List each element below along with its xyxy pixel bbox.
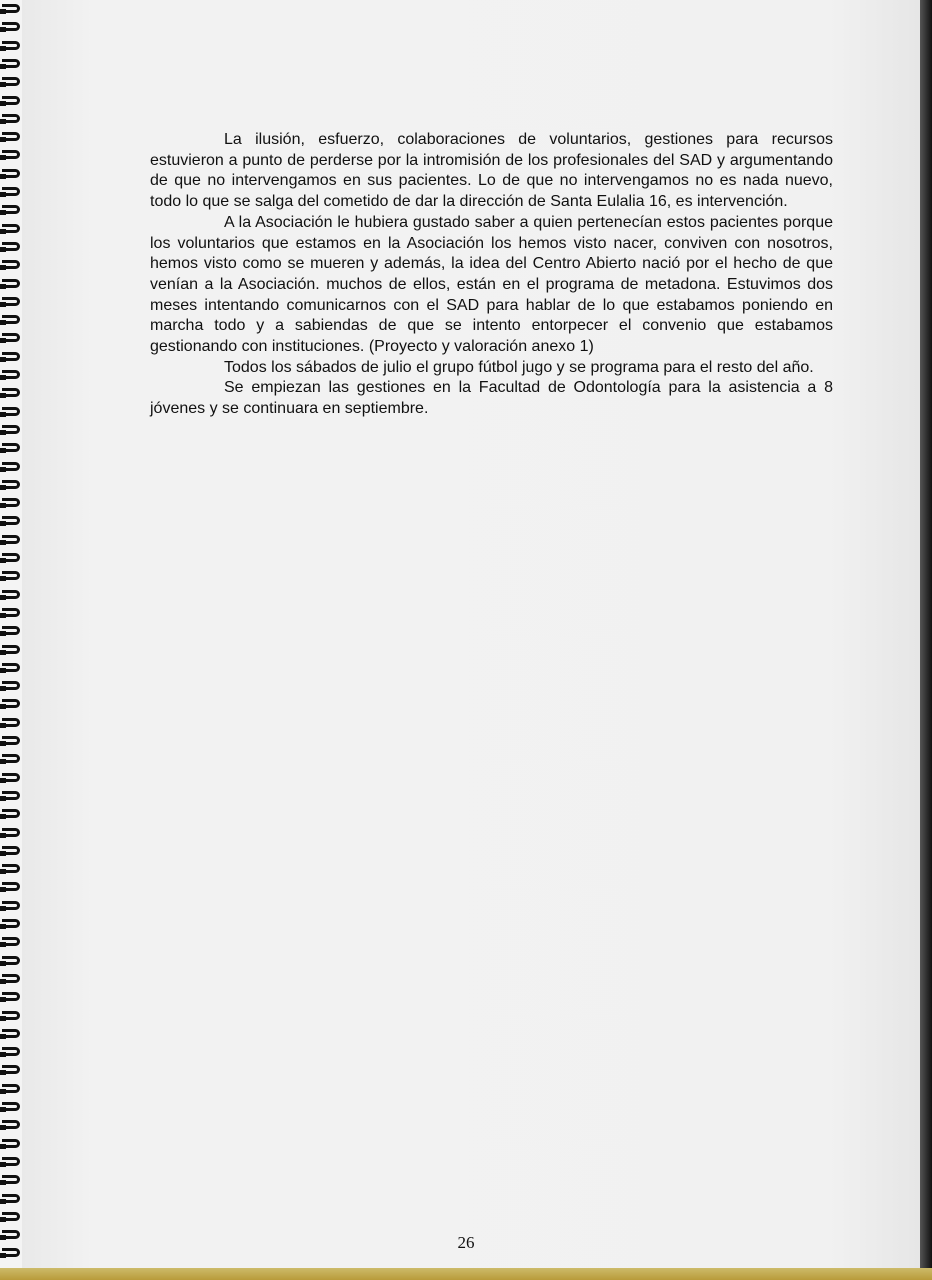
spiral-ring bbox=[2, 571, 20, 580]
spiral-ring bbox=[2, 1011, 20, 1020]
spiral-ring bbox=[2, 645, 20, 654]
spiral-ring bbox=[2, 96, 20, 105]
spiral-ring bbox=[2, 1047, 20, 1056]
spiral-ring bbox=[2, 59, 20, 68]
spiral-ring bbox=[2, 187, 20, 196]
spiral-ring bbox=[2, 224, 20, 233]
spiral-ring bbox=[2, 242, 20, 251]
spiral-ring bbox=[2, 4, 20, 13]
spiral-ring bbox=[2, 809, 20, 818]
spiral-ring bbox=[2, 370, 20, 379]
spiral-ring bbox=[2, 279, 20, 288]
spiral-ring bbox=[2, 864, 20, 873]
spiral-ring bbox=[2, 992, 20, 1001]
spiral-ring bbox=[2, 663, 20, 672]
spiral-ring bbox=[2, 1084, 20, 1093]
spiral-ring bbox=[2, 901, 20, 910]
spiral-ring bbox=[2, 462, 20, 471]
paragraph: Se empiezan las gestiones en la Facultad de Odontología para la asistencia a 8 jóvenes y se continuara en septiembre. bbox=[150, 379, 833, 418]
spiral-ring bbox=[2, 1157, 20, 1166]
spiral-ring bbox=[2, 590, 20, 599]
spiral-ring bbox=[2, 425, 20, 434]
spiral-ring bbox=[2, 443, 20, 452]
spiral-ring bbox=[2, 699, 20, 708]
spiral-ring bbox=[2, 754, 20, 763]
spiral-ring bbox=[2, 1029, 20, 1038]
spiral-ring bbox=[2, 480, 20, 489]
spiral-ring bbox=[2, 297, 20, 306]
paragraph: A la Asociación le hubiera gustado saber a quien pertenecían estos pacientes porque los voluntarios que estamos en la Asociación los hemos visto nacer, conviven con nosotros, hemos visto como se mueren y además, la idea del Centro Abierto nació por el hecho de que venían a la Asociación. muchos de ellos, están en el programa de metadona. Estuvimos dos meses intentando comunicarnos con el SAD para hablar de lo que estabamos poniendo en marcha todo y a sabiendas de que se intento entorpecer el convenio que estabamos gestionando con instituciones. (Proyecto y valoración anexo 1) bbox=[150, 213, 833, 356]
spiral-ring bbox=[2, 407, 20, 416]
body-text bbox=[150, 130, 833, 420]
spiral-ring bbox=[2, 553, 20, 562]
spiral-ring bbox=[2, 1139, 20, 1148]
spiral-ring bbox=[2, 77, 20, 86]
spiral-ring bbox=[2, 974, 20, 983]
spiral-ring bbox=[2, 516, 20, 525]
spiral-binding bbox=[0, 0, 24, 1280]
spiral-ring bbox=[2, 41, 20, 50]
spiral-ring bbox=[2, 681, 20, 690]
spiral-ring bbox=[2, 1194, 20, 1203]
spiral-ring bbox=[2, 791, 20, 800]
spiral-ring bbox=[2, 114, 20, 123]
spiral-ring bbox=[2, 718, 20, 727]
spiral-ring bbox=[2, 846, 20, 855]
spiral-ring bbox=[2, 1175, 20, 1184]
page-edge-right bbox=[920, 0, 932, 1280]
spiral-ring bbox=[2, 260, 20, 269]
spiral-ring bbox=[2, 535, 20, 544]
spiral-ring bbox=[2, 1212, 20, 1221]
spiral-ring bbox=[2, 150, 20, 159]
spiral-ring bbox=[2, 205, 20, 214]
page-edge-bottom bbox=[0, 1268, 932, 1280]
spiral-ring bbox=[2, 919, 20, 928]
spiral-ring bbox=[2, 333, 20, 342]
spiral-ring bbox=[2, 1065, 20, 1074]
spiral-ring bbox=[2, 498, 20, 507]
spiral-ring bbox=[2, 22, 20, 31]
paragraph: Todos los sábados de julio el grupo fútbol jugo y se programa para el resto del año. bbox=[224, 358, 814, 376]
spiral-ring bbox=[2, 773, 20, 782]
spiral-ring bbox=[2, 937, 20, 946]
spiral-ring bbox=[2, 132, 20, 141]
spiral-ring bbox=[2, 388, 20, 397]
spiral-ring bbox=[2, 1102, 20, 1111]
spiral-ring bbox=[2, 736, 20, 745]
spiral-ring bbox=[2, 1120, 20, 1129]
spiral-ring bbox=[2, 608, 20, 617]
spiral-ring bbox=[2, 169, 20, 178]
paragraph: La ilusión, esfuerzo, colaboraciones de voluntarios, gestiones para recursos estuvieron a punto de perderse por la intromisión de los profesionales del SAD y argumentando de que no intervengamos en sus pacientes. Lo de que no intervengamos no es nada nuevo, todo lo que se salga del cometido de dar la dirección de Santa Eulalia 16, es intervención. bbox=[150, 131, 833, 211]
spiral-ring bbox=[2, 352, 20, 361]
spiral-ring bbox=[2, 626, 20, 635]
spiral-ring bbox=[2, 828, 20, 837]
spiral-ring bbox=[2, 315, 20, 324]
page-number: 26 bbox=[457, 1233, 475, 1252]
spiral-ring bbox=[2, 956, 20, 965]
spiral-ring bbox=[2, 882, 20, 891]
